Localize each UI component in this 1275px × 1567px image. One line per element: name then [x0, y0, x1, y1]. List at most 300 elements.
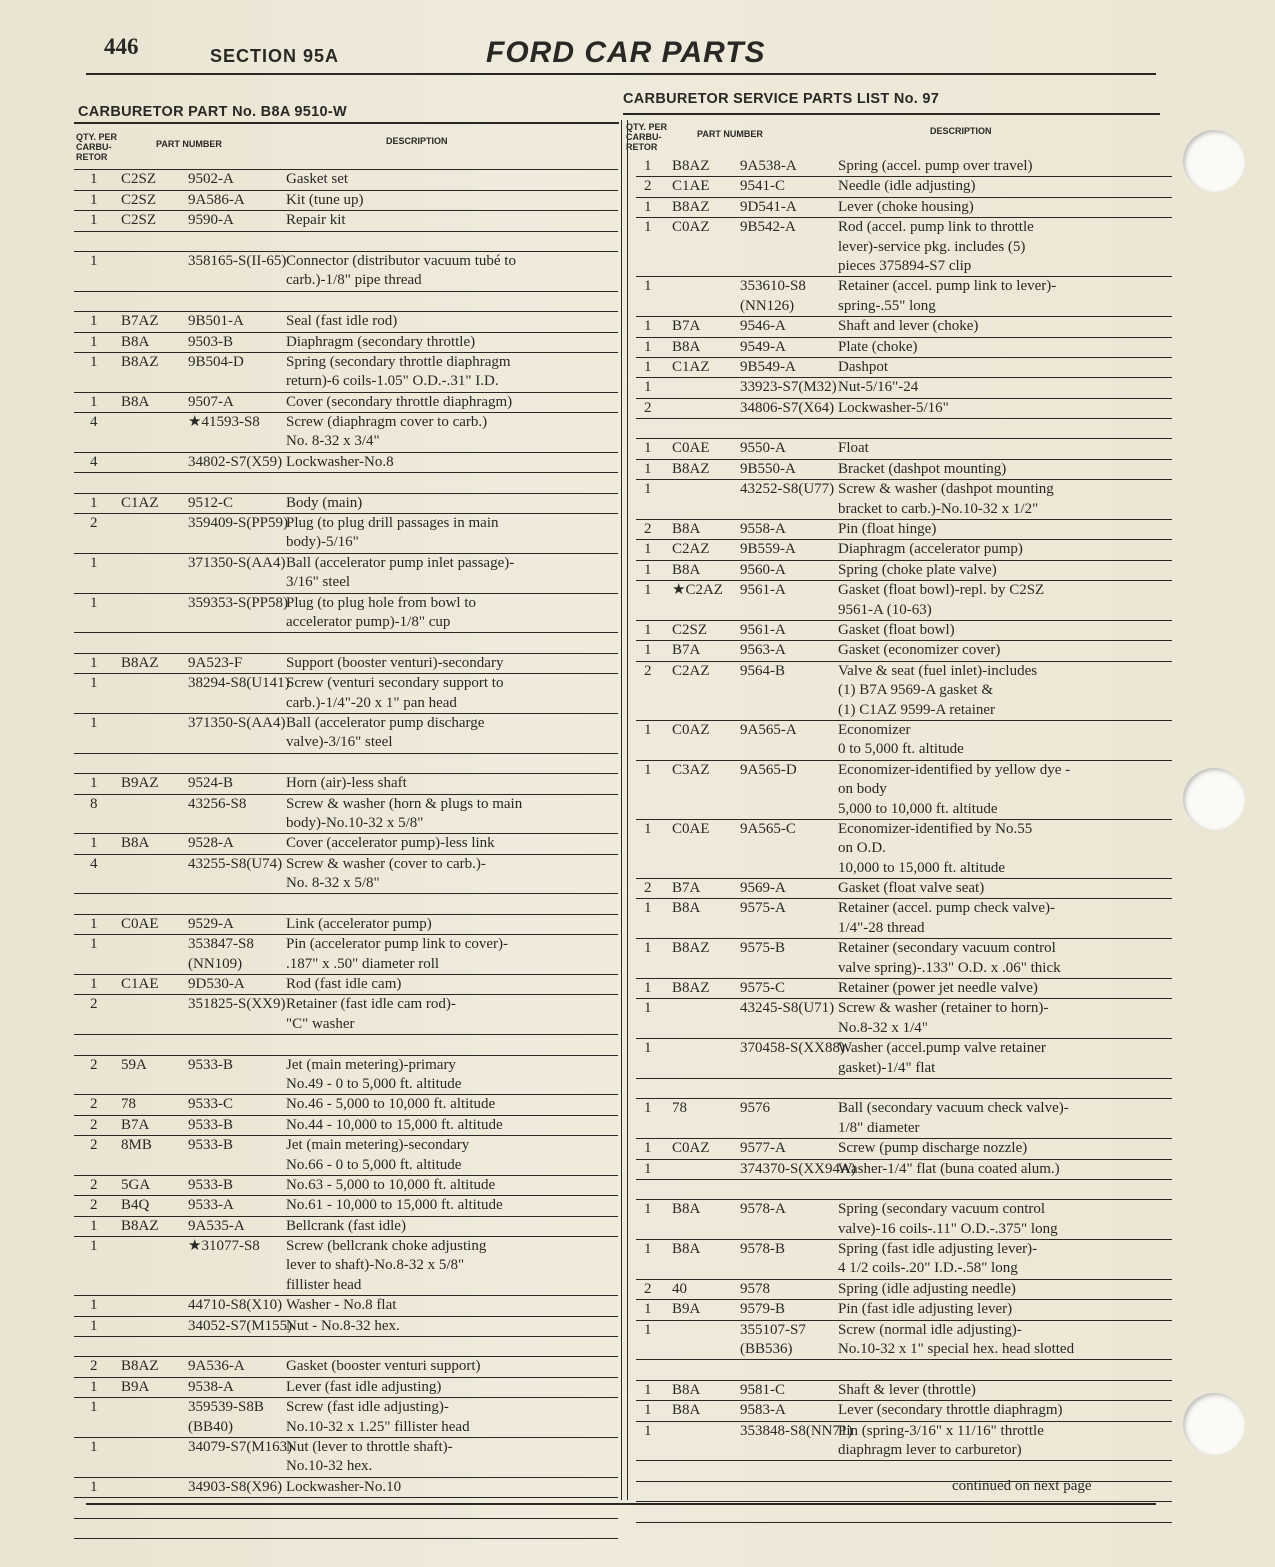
left-title-rule — [74, 122, 619, 124]
qty-cell: 1 — [90, 1378, 98, 1395]
part-number-cell: 9512-C — [188, 494, 233, 511]
table-row — [74, 533, 618, 553]
part-number-cell: 9578 — [740, 1280, 770, 1297]
qty-cell: 2 — [90, 1056, 98, 1073]
qty-cell: 1 — [644, 1402, 652, 1419]
table-row — [636, 1381, 1172, 1401]
part-number-cell: 9576 — [740, 1100, 770, 1117]
prefix-cell: C2SZ — [121, 171, 157, 188]
description-cell: Lockwasher-No.8 — [286, 453, 394, 470]
table-spacer-row — [74, 1519, 618, 1539]
description-cell: spring-.55" long — [838, 297, 936, 314]
table-row — [74, 594, 618, 613]
part-number-cell: (BB536) — [740, 1341, 793, 1358]
description-cell: Plate (choke) — [838, 338, 918, 355]
table-row — [74, 211, 618, 231]
part-number-cell: 9577-A — [740, 1140, 786, 1157]
description-cell: Ball (accelerator pump inlet passage)- — [286, 554, 515, 571]
table-row — [74, 1075, 618, 1095]
table-row — [636, 358, 1172, 378]
qty-cell: 1 — [90, 594, 98, 611]
description-cell: Nut - No.8-32 hex. — [286, 1317, 400, 1334]
table-row — [74, 252, 618, 271]
part-number-cell: 34806-S7(X64) — [740, 399, 835, 416]
prefix-cell: C0AZ — [672, 721, 710, 738]
table-row — [74, 915, 618, 935]
table-spacer-row — [74, 473, 618, 493]
table-spacer-row — [74, 1337, 618, 1357]
table-row — [636, 839, 1172, 858]
part-number-cell: 9564-B — [740, 662, 785, 679]
part-number-cell: 9581-C — [740, 1381, 785, 1398]
table-row — [74, 453, 618, 473]
table-row — [636, 1441, 1172, 1461]
prefix-cell: B8AZ — [672, 460, 710, 477]
part-number-cell: 9538-A — [188, 1378, 234, 1395]
table-row — [74, 1418, 618, 1438]
description-cell: Rod (accel. pump link to throttle — [838, 219, 1034, 236]
description-cell: Pin (float hinge) — [838, 521, 937, 538]
part-number-cell: 34052-S7(M155) — [188, 1317, 293, 1334]
prefix-cell: B8A — [121, 393, 150, 410]
prefix-cell: C1AZ — [672, 358, 710, 375]
part-number-cell: 9B550-A — [740, 460, 796, 477]
description-cell: Float — [838, 440, 869, 457]
part-number-cell: 9D530-A — [188, 976, 245, 993]
table-row — [636, 1259, 1172, 1279]
table-row — [636, 540, 1172, 560]
table-row — [74, 1095, 618, 1115]
description-cell: No.10-32 x 1.25" fillister head — [286, 1418, 470, 1435]
qty-cell: 1 — [644, 1321, 652, 1338]
table-row — [74, 432, 618, 452]
table-row — [636, 198, 1172, 218]
part-number-cell: 9A523-F — [188, 654, 243, 671]
description-cell: Seal (fast idle rod) — [286, 313, 398, 330]
qty-cell: 2 — [644, 1280, 652, 1297]
part-number-cell: 9549-A — [740, 338, 786, 355]
description-cell: bracket to carb.)-No.10-32 x 1/2" — [838, 500, 1039, 517]
prefix-cell: C0AE — [672, 440, 710, 457]
description-cell: Economizer-identified by No.55 — [838, 820, 1033, 837]
prefix-cell: B8A — [672, 338, 701, 355]
table-row — [636, 740, 1172, 760]
qty-cell: 1 — [90, 1399, 98, 1416]
description-cell: No.66 - 0 to 5,000 ft. altitude — [286, 1156, 462, 1173]
description-cell: Gasket (float bowl)-repl. by C2SZ — [838, 582, 1045, 599]
qty-cell: 2 — [90, 1176, 98, 1193]
qty-cell: 2 — [644, 662, 652, 679]
table-row — [636, 681, 1172, 700]
continued-note: continued on next page — [952, 1478, 1092, 1494]
part-number-cell: 9563-A — [740, 642, 786, 659]
table-row — [636, 378, 1172, 398]
table-row — [74, 795, 618, 814]
description-cell: Retainer (power jet needle valve) — [838, 980, 1038, 997]
description-cell: return)-6 coils-1.05" O.D.-.31" I.D. — [286, 373, 499, 390]
description-cell: Pin (accelerator pump link to cover)- — [286, 936, 508, 953]
qty-cell: 1 — [644, 440, 652, 457]
table-row — [74, 271, 618, 291]
table-row — [636, 999, 1172, 1018]
table-row — [74, 573, 618, 593]
qty-cell: 1 — [644, 1100, 652, 1117]
description-cell: Retainer (accel. pump check valve)- — [838, 900, 1055, 917]
left-desc-header: DESCRIPTION — [386, 136, 448, 146]
description-cell: body)-5/16" — [286, 534, 359, 551]
prefix-cell: 40 — [672, 1280, 687, 1297]
table-row — [636, 1401, 1172, 1421]
description-cell: 9561-A (10-63) — [838, 601, 932, 618]
header-rule — [86, 73, 1156, 75]
right-column-title: CARBURETOR SERVICE PARTS LIST No. 97 — [623, 91, 940, 107]
left-parts-table — [74, 150, 618, 1539]
table-row — [636, 218, 1172, 237]
table-row — [74, 1196, 618, 1216]
qty-cell: 1 — [90, 333, 98, 350]
prefix-cell: C1AE — [121, 976, 159, 993]
table-row — [74, 694, 618, 714]
qty-cell: 1 — [90, 393, 98, 410]
qty-cell: 1 — [644, 761, 652, 778]
description-cell: No.10-32 hex. — [286, 1458, 373, 1475]
qty-cell: 1 — [90, 554, 98, 571]
table-row — [636, 238, 1172, 257]
part-number-cell: 9533-B — [188, 1137, 233, 1154]
part-number-cell: 9533-A — [188, 1197, 234, 1214]
part-number-cell: 43252-S8(U77) — [740, 481, 835, 498]
prefix-cell: B9A — [672, 1301, 701, 1318]
description-cell: Gasket (float bowl) — [838, 621, 955, 638]
table-row — [74, 1136, 618, 1155]
table-row — [636, 641, 1172, 661]
description-cell: body)-No.10-32 x 5/8" — [286, 814, 424, 831]
description-cell: Spring (idle adjusting needle) — [838, 1280, 1016, 1297]
table-row — [74, 834, 618, 854]
part-number-cell: 358165-S(II-65) — [188, 252, 287, 269]
description-cell: Bracket (dashpot mounting) — [838, 460, 1007, 477]
qty-cell: 2 — [90, 1358, 98, 1375]
part-number-cell: 359409-S(PP59) — [188, 515, 289, 532]
qty-cell: 1 — [90, 1439, 98, 1455]
catalog-title: FORD CAR PARTS — [486, 36, 766, 69]
qty-cell: 4 — [90, 414, 98, 431]
part-number-cell: 371350-S(AA4) — [188, 714, 286, 731]
table-row — [74, 333, 618, 353]
description-cell: Screw (normal idle adjusting)- — [838, 1321, 1022, 1338]
description-cell: Screw & washer (dashpot mounting — [838, 481, 1054, 498]
description-cell: valve)-16 coils-.11" O.D.-.375" long — [838, 1220, 1058, 1237]
qty-cell: 2 — [644, 521, 652, 538]
qty-cell: 1 — [644, 318, 652, 335]
prefix-cell: B8A — [672, 561, 701, 578]
qty-cell: 1 — [90, 976, 98, 993]
part-number-cell: 353847-S8 — [188, 936, 254, 953]
qty-cell: 2 — [90, 1096, 98, 1113]
table-row — [74, 674, 618, 693]
description-cell: No.46 - 5,000 to 10,000 ft. altitude — [286, 1096, 496, 1113]
part-number-cell: 359353-S(PP58) — [188, 594, 289, 611]
qty-cell: 2 — [90, 1137, 98, 1154]
qty-cell: 1 — [644, 721, 652, 738]
part-number-cell: 9533-B — [188, 1176, 233, 1193]
description-cell: Screw (bellcrank choke adjusting — [286, 1238, 487, 1255]
prefix-cell: B8A — [672, 1201, 701, 1218]
table-row — [74, 1296, 618, 1316]
table-row — [74, 1457, 618, 1477]
prefix-cell: 78 — [672, 1100, 687, 1117]
qty-cell: 1 — [90, 936, 98, 953]
part-number-cell: 359539-S8B — [188, 1399, 264, 1416]
description-cell: Body (main) — [286, 494, 363, 511]
prefix-cell: B7A — [121, 1116, 150, 1133]
description-cell: Jet (main metering)-primary — [286, 1056, 456, 1073]
qty-cell: 1 — [644, 642, 652, 659]
qty-cell: 1 — [90, 171, 98, 188]
description-cell: accelerator pump)-1/8" cup — [286, 613, 451, 630]
prefix-cell: B8AZ — [121, 654, 159, 671]
description-cell: Plug (to plug drill passages in main — [286, 515, 499, 532]
part-number-cell: 9533-C — [188, 1096, 233, 1113]
description-cell: Kit (tune up) — [286, 191, 364, 208]
table-row — [74, 1478, 618, 1498]
part-number-cell: 374370-S(XX94A) — [740, 1160, 856, 1177]
table-row — [636, 859, 1172, 879]
description-cell: Lever (fast idle adjusting) — [286, 1378, 442, 1395]
table-spacer-row — [636, 1360, 1172, 1380]
description-cell: Pin (spring-3/16" x 11/16" throttle — [838, 1422, 1044, 1439]
description-cell: carb.)-1/8" pipe thread — [286, 272, 422, 289]
part-number-cell: 9546-A — [740, 318, 786, 335]
qty-cell: 1 — [90, 1217, 98, 1234]
description-cell: No.61 - 10,000 to 15,000 ft. altitude — [286, 1197, 503, 1214]
description-cell: Jet (main metering)-secondary — [286, 1137, 470, 1154]
description-cell: Lever (secondary throttle diaphragm) — [838, 1402, 1063, 1419]
part-number-cell: 9A565-C — [740, 820, 796, 837]
qty-cell: 1 — [644, 900, 652, 917]
description-cell: Diaphragm (accelerator pump) — [838, 541, 1023, 558]
part-number-cell: 9528-A — [188, 835, 234, 852]
table-row — [74, 514, 618, 533]
table-row — [74, 1378, 618, 1398]
prefix-cell: C0AZ — [672, 219, 710, 236]
prefix-cell: B8AZ — [672, 198, 710, 215]
table-row — [636, 1200, 1172, 1219]
qty-cell: 1 — [90, 1478, 98, 1495]
table-row — [74, 935, 618, 954]
prefix-cell: B9AZ — [121, 775, 159, 792]
prefix-cell: B7AZ — [121, 313, 159, 330]
description-cell: Ball (secondary vacuum check valve)- — [838, 1100, 1069, 1117]
description-cell: Gasket (float valve seat) — [838, 880, 985, 897]
table-row — [74, 613, 618, 633]
table-row — [74, 714, 618, 733]
prefix-cell: C2SZ — [121, 212, 157, 229]
qty-cell: 1 — [90, 1238, 98, 1255]
description-cell: No.63 - 5,000 to 10,000 ft. altitude — [286, 1176, 496, 1193]
description-cell: No.10-32 x 1" special hex. head slotted — [838, 1341, 1075, 1358]
part-number-cell: 43245-S8(U71) — [740, 1000, 835, 1017]
table-row — [74, 955, 618, 975]
prefix-cell: B8AZ — [672, 940, 710, 957]
description-cell: Screw (fast idle adjusting)- — [286, 1399, 449, 1416]
description-cell: Link (accelerator pump) — [286, 915, 432, 932]
table-row — [74, 1357, 618, 1377]
table-spacer-row — [636, 1180, 1172, 1200]
qty-cell: 1 — [90, 252, 98, 269]
qty-cell: 1 — [644, 379, 652, 396]
description-cell: Screw & washer (retainer to horn)- — [838, 1000, 1049, 1017]
qty-cell: 1 — [90, 1297, 98, 1314]
part-number-cell: (BB40) — [188, 1418, 233, 1435]
table-row — [74, 1398, 618, 1417]
table-row — [636, 1280, 1172, 1300]
qty-cell: 2 — [644, 178, 652, 195]
table-row — [636, 338, 1172, 358]
prefix-cell: B8A — [672, 1241, 701, 1258]
right-part-header: PART NUMBER — [697, 129, 763, 139]
table-row — [74, 855, 618, 874]
description-cell: Spring (accel. pump over travel) — [838, 158, 1033, 174]
description-cell: Connector (distributor vacuum tubé to — [286, 252, 516, 269]
part-number-cell: 9569-A — [740, 880, 786, 897]
table-spacer-row — [74, 1035, 618, 1055]
description-cell: Cover (secondary throttle diaphragm) — [286, 393, 513, 410]
qty-cell: 1 — [90, 835, 98, 852]
table-row — [636, 480, 1172, 499]
qty-cell: 1 — [90, 191, 98, 208]
part-number-cell: 44710-S8(X10) — [188, 1297, 283, 1314]
description-cell: Screw (venturi secondary support to — [286, 675, 504, 692]
description-cell: No.8-32 x 1/4" — [838, 1019, 928, 1036]
prefix-cell: C2AZ — [672, 662, 710, 679]
table-row — [636, 761, 1172, 780]
part-number-cell: 9578-B — [740, 1241, 785, 1258]
prefix-cell: B7A — [672, 642, 701, 659]
prefix-cell: C0AE — [121, 915, 159, 932]
part-number-cell: 9550-A — [740, 440, 786, 457]
description-cell: fillister head — [286, 1276, 362, 1293]
table-row — [636, 297, 1172, 317]
table-row — [636, 177, 1172, 197]
description-cell: Gasket (booster venturi support) — [286, 1358, 481, 1375]
table-row — [636, 1039, 1172, 1058]
part-number-cell: 9561-A — [740, 582, 786, 599]
part-number-cell: 38294-S8(U141) — [188, 675, 290, 692]
table-row — [74, 191, 618, 211]
description-cell: Washer-1/4" flat (buna coated alum.) — [838, 1160, 1060, 1177]
qty-cell: 2 — [90, 1116, 98, 1133]
table-row — [636, 1300, 1172, 1320]
table-row — [636, 1059, 1172, 1079]
table-row — [636, 1220, 1172, 1240]
table-row — [636, 520, 1172, 540]
table-row — [74, 1217, 618, 1237]
part-number-cell: (NN109) — [188, 955, 243, 972]
table-row — [74, 1056, 618, 1075]
part-number-cell: 43255-S8(U74) — [188, 855, 283, 872]
part-number-cell: 9B549-A — [740, 358, 796, 375]
part-number-cell: 9560-A — [740, 561, 786, 578]
part-number-cell: 9579-B — [740, 1301, 785, 1318]
part-number-cell: ★41593-S8 — [188, 414, 260, 431]
qty-cell: 1 — [644, 820, 652, 837]
part-number-cell: 9533-B — [188, 1116, 233, 1133]
part-number-cell: 33923-S7(M32) — [740, 379, 837, 396]
table-row — [636, 1240, 1172, 1259]
prefix-cell: B8AZ — [121, 353, 159, 370]
description-cell: Lever (choke housing) — [838, 198, 974, 215]
description-cell: (1) C1AZ 9599-A retainer — [838, 701, 996, 718]
prefix-cell: B8A — [672, 521, 701, 538]
part-number-cell: 370458-S(XX88) — [740, 1040, 845, 1057]
description-cell: Lockwasher-5/16" — [838, 399, 949, 416]
qty-cell: 2 — [644, 880, 652, 897]
part-number-cell: 9A535-A — [188, 1217, 245, 1234]
table-row — [74, 1256, 618, 1275]
table-spacer-row — [74, 232, 618, 252]
qty-cell: 1 — [644, 460, 652, 477]
table-row — [636, 701, 1172, 721]
table-row — [74, 774, 618, 794]
description-cell: on O.D. — [838, 840, 886, 857]
qty-cell: 1 — [644, 1140, 652, 1157]
part-number-cell: ★31077-S8 — [188, 1238, 260, 1255]
prefix-cell: B8A — [672, 900, 701, 917]
qty-cell: 1 — [644, 1422, 652, 1439]
table-row — [636, 500, 1172, 520]
table-row — [636, 919, 1172, 939]
table-row — [636, 581, 1172, 600]
qty-cell: 2 — [644, 399, 652, 416]
table-row — [636, 721, 1172, 740]
table-row — [636, 979, 1172, 999]
description-cell: Screw (diaphragm cover to carb.) — [286, 414, 488, 431]
description-cell: Repair kit — [286, 212, 346, 229]
table-row — [636, 1099, 1172, 1118]
table-row — [636, 1119, 1172, 1139]
description-cell: carb.)-1/4"-20 x 1" pan head — [286, 694, 457, 711]
description-cell: pieces 375894-S7 clip — [838, 257, 972, 274]
table-row — [636, 460, 1172, 480]
description-cell: No. 8-32 x 5/8" — [286, 875, 380, 892]
table-row — [74, 1317, 618, 1337]
table-row — [636, 257, 1172, 277]
description-cell: 1/8" diameter — [838, 1119, 920, 1136]
description-cell: Screw & washer (horn & plugs to main — [286, 795, 523, 812]
description-cell: Economizer — [838, 721, 911, 738]
prefix-cell: B8A — [672, 1402, 701, 1419]
part-number-cell: 34903-S8(X96) — [188, 1478, 283, 1495]
description-cell: Horn (air)-less shaft — [286, 775, 407, 792]
qty-cell: 1 — [644, 980, 652, 997]
description-cell: Spring (secondary vacuum control — [838, 1201, 1046, 1218]
qty-cell: 1 — [644, 1201, 652, 1218]
prefix-cell: ★C2AZ — [672, 582, 723, 599]
qty-cell: 2 — [90, 515, 98, 532]
table-row — [636, 157, 1172, 177]
binder-hole — [1183, 1393, 1245, 1455]
description-cell: No.49 - 0 to 5,000 ft. altitude — [286, 1075, 462, 1092]
description-cell: Spring (fast idle adjusting lever)- — [838, 1241, 1038, 1258]
description-cell: Spring (choke plate valve) — [838, 561, 997, 578]
part-number-cell: 371350-S(AA4) — [188, 554, 286, 571]
qty-cell: 1 — [90, 714, 98, 731]
prefix-cell: B7A — [672, 318, 701, 335]
right-qty-header: QTY. PER CARBU- RETOR — [626, 122, 668, 152]
table-row — [74, 814, 618, 834]
table-row — [74, 874, 618, 894]
